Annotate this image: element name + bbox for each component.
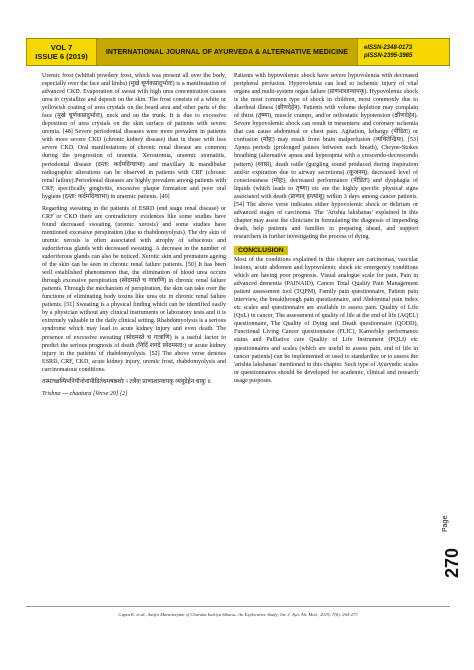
paragraph-conclusion: Most of the conditions explained in this chapter are carcinomas, vascular lesions, acute abdomen and hypovolemic shock etc emergency conditions which are having poor prognosis. Visual analogue scale for pain, Pain in advanced dementia (PAINAID), Cancer Total Quality Pain Management patient assessment tool (TQPM), Family pain questionnaire, Patient pain interview, the breakthrough pain questionnaire, and Abdominal pain index etc scales and questionnaire are available to assess pain. Quality of Life (QoL) in cancer, The assessment of quality of life at the end of life (AQEL) questionnaire, The Quality of Dying and Death questionnaire (QODD), Functional Living Cancer questionnaire (FLIC), Karnofsky performance status and Palliative care Quality of Life Instrument (PQLI) etc questionnaires and scales (which are useful to assess pain, end of life in cancer patients) can be implemented or used to standardize or to assess the 'arishta lakshanas' mentioned in this chapter. Such type of Ayurvedic scales or questionnaires should be developed for academic, clinical and research usage purposes. [234, 256, 418, 384]
journal-header-banner [26, 38, 450, 66]
verse-citation: Trishna --- chaatura [Verse 20] [2] [42, 390, 128, 397]
conclusion-heading: CONCLUSION [234, 246, 288, 255]
pissn-label: pISSN-2395-3985 [364, 53, 413, 59]
left-column [42, 72, 226, 402]
eissn-label: eISSN-2348-0173 [364, 45, 413, 51]
right-column [234, 72, 418, 389]
journal-title-box [97, 39, 357, 65]
sanskrit-verse: तस्माच्छम्पिपनिपीनोनापीडितेधमषष्ठशोः । तत्रैवः प्राणाशान्वापकृ व्ययुदेहेन चायुः ॥ [42, 378, 211, 385]
citation-footer: Gupta K. et.al., Sadyo Maraneeyam of Charaka Indriya Sthana– An Explorative Study; Int. J. Ayu. Alt. Med., 2019; 7(6): 264-273 [118, 612, 358, 617]
paragraph-sweating: Regarding sweating in the patients of ESRD (end stage renal disease) or CRF or CKD there are contradictory evidences like some studies have found decreased sweating (uremic xerosis) and some studies have mentioned excessive perspiration (due to rhabdomyolysis). The dry skin of uremic xerosis is often associated with atrophy of sebaceous and sudoriferous glands with decreased sweating. A decrease in the number of sudoriferous glands can also be noticed. Xerotic skin and premature ageing of the skin can be seen in chronic renal failure patients. [50] It has been well established phenomenon that, the elimination of blood urea occurs through excessive perspiration (स्वेदमस्ते च गात्राणि) in chronic renal failure patients. Through the mechanism of perspiration, the skin can take over the functions of eliminating body toxins like urea etc in chronic renal failure patients. [51] Sweating is a physical finding which can be identified easily by a physician without any clinical instruments or laboratory tests and it is extremely valuable in the daily clinical setting. Rhabdomyolysis is a serious syndrome which may lead to acute kidney injury and even death. The presence of excessive sweating (स्वेदमस्ते च गात्राणि) is a useful factor to predict the serious prognosis of death (निर्दि शगदे स्वेदमस्ता:) or acute kidney injury in the patients of rhabdomyolysis. [52] The above verse denotes ESRD, CRF, CKD, acute kidney injury, uremic frost, rhabdomyolysis and carcinomatous conditions. [42, 205, 226, 373]
page-label: Page [442, 515, 449, 532]
volume-issue-box [27, 39, 97, 65]
issn-box [357, 39, 449, 65]
volume-label: VOL 7 [50, 43, 73, 52]
paragraph-hypovolemic-shock: Patients with hypovolemic shock have severe hypovolemia with decreased peripheral perfusion. Hypovolemia can lead to ischemic injury of vital organs and multi-system organ failure (प्राणनाशान्वापकृ). Hypovolemic shock is the most common type of shock in children, most commonly due to diarrheal illness (क्षीणदेहेन). Patients with volume depletion may complain of thirst (तृष्णा), muscle cramps, and/or orthostatic hypotension (क्षीणदेहेन). Severe hypovolemic shock can result in mesenteric and coronary ischemia that can cause abdominal or chest pain. Agitation, lethargy (पीडितः) or confusion (मोहः) may result from brain malperfusion (व्यथितेन्द्रियः). [53] Apnea periods (prolonged pauses between each breath), Cheyne-Stokes breathing (alternative apnea and hyperapnia with a crescendo-decrescendo pattern) (श्वास), death rattle (gurgling sound produced during inspiration and/or expiration due to airway secretions) (कूजनम्), decreased level of consciousness (मोहः), decreased performance (पीडितः) and dysphagia of liquids (which leads to तृष्णा) etc are the highly specific physical signs associated with death (प्राणान् हन्त्याशु) within 3 days among cancer patients. [54] The above verse indicates either hypovolemic shock or delirium or advanced stages of carcinoma. The 'Arishta lakshanas' explained in this chapter may assist the clinicians in formulating the diagnosis of impending death, help patients and families in preparing ahead, and support researchers in further investigating the process of dying. [234, 73, 418, 240]
journal-title: INTERNATIONAL JOURNAL OF AYURVEDA & ALTERNATIVE MEDICINE [105, 48, 349, 56]
footer-divider [26, 606, 450, 607]
issue-label: ISSUE 6 (2019) [35, 52, 88, 61]
page-number: 270 [442, 547, 462, 578]
paragraph-uremic-frost: Uremic frost (whitish powdery frost, which was present all over the body, especially over the face and limbs) (मुखे चूर्णकप्रादुर्भावः) is a manifestation of advanced CKD. Evaporation of sweat with high urea concentration causes urea to crystallize and deposit on the skin. The frost consists of a white or yellowish coating of urea crystals on the beard area and other parts of the face (मुखे चूर्णकप्रादुर्भावः), neck and on the trunk. It is due to excessive deposition of urea crystals on the skin surface of patients with severe uremia. [48] Severe periodontal diseases were more prevalent in patients with more severe CKD (chronic kidney disease) than in those with less severe CKD. Oral manifestations of chronic renal disease are common during the progression of uraemia. Xerostomia, uraemic stomatitis, periodontal disease (दन्ता: कर्दमदिग्धाभा) and maxillary & mandibular radiographic alterations can be observed in patients with CRF (chronic renal failure).Periodontal diseases are highly prevalent among patients with CRF, specifically gingivitis, excessive plaque formation and poor oral hygiene (दन्ता: कर्दमदिग्धाभा) in uraemic patients. [49] [42, 73, 226, 200]
page-number-block [442, 515, 472, 590]
